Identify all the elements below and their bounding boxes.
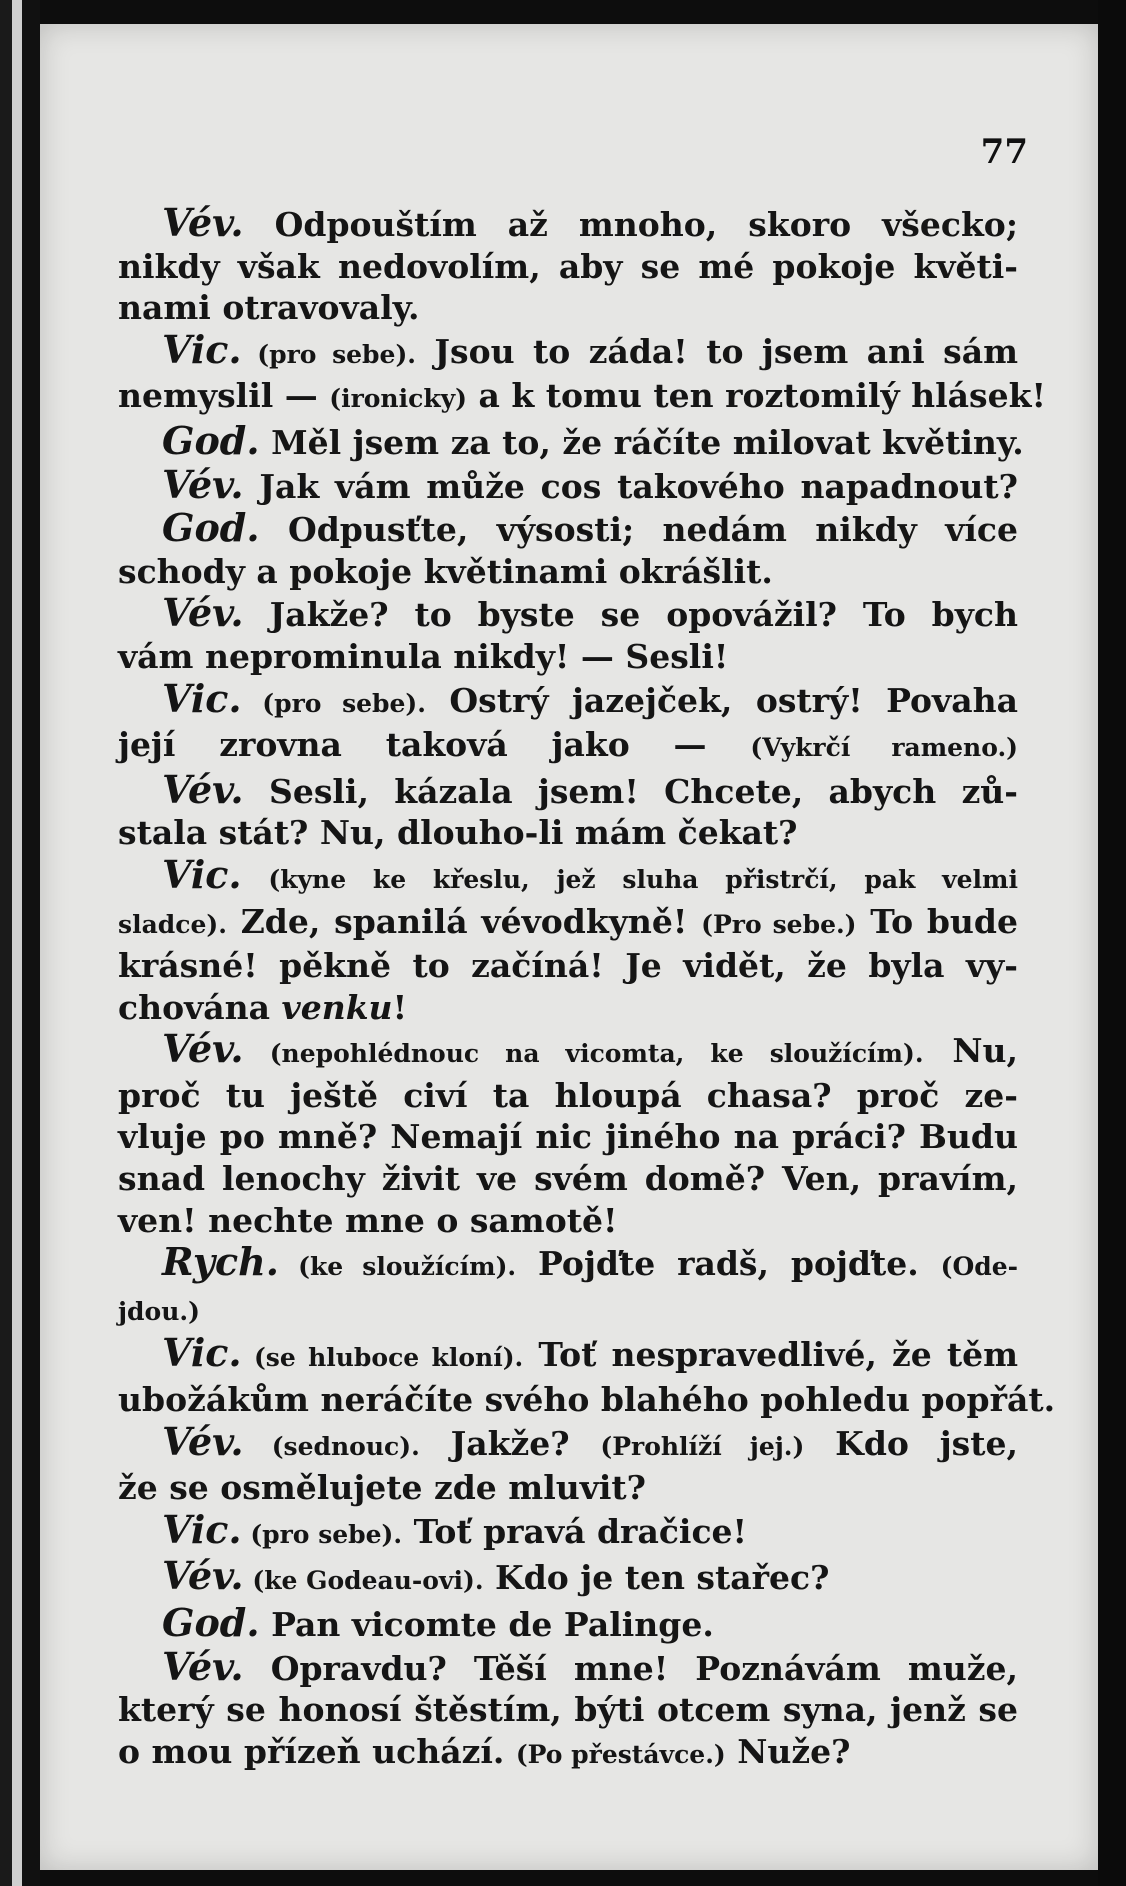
stage-direction: (nepohlédnouc na vicomta, ke sloužícím).: [243, 1039, 924, 1069]
speaker-name: Vév.: [162, 1026, 244, 1072]
text-line: [118, 246, 1018, 288]
dialogue-text: stala stát? Nu, dlouho-li mám čekat?: [118, 813, 798, 853]
speaker-name: God.: [162, 417, 260, 463]
text-line: [118, 1467, 1018, 1509]
text-line: [118, 1241, 1018, 1288]
dialogue-text: nemyslil —: [118, 376, 330, 416]
dialogue-text: chována: [118, 987, 282, 1027]
text-line: [118, 812, 1018, 854]
text-line: [118, 1731, 1018, 1776]
text-line: [118, 724, 1018, 769]
speaker-name: Vic.: [162, 326, 242, 372]
dialogue-text: krásné! pěkně to začíná! Je vidět, že byla vy-: [118, 946, 1018, 986]
text-line: [118, 851, 1018, 901]
dialogue-text: že se osmělujete zde mluvit?: [118, 1468, 647, 1508]
dialogue-text: Odpouštím až mnoho, skoro všecko;: [243, 205, 1018, 244]
stage-direction: (Pro sebe.): [701, 909, 857, 939]
text-line: [118, 1028, 1018, 1075]
dialogue-text: její zrovna taková jako —: [118, 725, 751, 765]
dialogue-text: Jak vám může cos takového napadnout?: [243, 466, 1018, 506]
dialogue-text: nikdy však nedovolím, aby se mé pokoje květi-: [118, 246, 1018, 286]
dialogue-text: Opravdu? Těší mne! Poznávám muže,: [243, 1648, 1018, 1688]
dialogue-text: Sesli, kázala jsem! Chcete, abych zů-: [243, 771, 1018, 811]
speaker-name: Vév.: [162, 1553, 244, 1599]
book-page: [40, 24, 1098, 1870]
book-gutter: [0, 0, 40, 1886]
dialogue-text: Nuže?: [725, 1731, 851, 1771]
text-line: [118, 987, 1018, 1029]
speaker-name: Vév.: [162, 1418, 244, 1464]
dialogue-text: proč tu ještě civí ta hloupá chasa? proč ze-: [118, 1075, 1018, 1115]
text-line: [118, 326, 1018, 376]
dialogue-text: Zde, spanilá vévodkyně!: [226, 901, 702, 941]
text-line: [118, 1602, 1018, 1646]
stage-direction: (Po přestávce.): [515, 1739, 726, 1769]
dialogue-text: Jsou to záda! to jsem ani sám: [415, 331, 1018, 371]
text-line: [118, 1288, 1018, 1333]
speaker-name: Vic.: [162, 1330, 242, 1376]
stage-direction: (pro sebe).: [241, 688, 426, 718]
text-line: [118, 202, 1018, 246]
stage-direction: jdou.): [118, 1296, 200, 1326]
text-line: [118, 1689, 1018, 1731]
speaker-name: Vév.: [162, 200, 244, 245]
speaker-name: Vév.: [162, 766, 244, 812]
dialogue-text: venku: [281, 987, 393, 1027]
dialogue-text: Odpusťte, výsosti; nedám nikdy více: [259, 510, 1018, 550]
text-line: [118, 1075, 1018, 1117]
text-line: [118, 1418, 1018, 1468]
speaker-name: Rych.: [162, 1239, 279, 1285]
speaker-name: Vic.: [162, 1506, 242, 1552]
text-line: [118, 287, 1018, 329]
dialogue-text: snad lenochy živit ve svém domě? Ven, pravím,: [118, 1159, 1018, 1199]
speaker-name: Vic.: [162, 675, 242, 721]
text-line: [118, 507, 1018, 551]
text-line: [118, 766, 1018, 813]
dialogue-text: Jakže? to byste se opovážil? To bych: [243, 595, 1018, 635]
text-line: [118, 1506, 1018, 1556]
stage-direction: (ironicky): [329, 384, 467, 414]
stage-direction: (pro sebe).: [241, 1519, 403, 1549]
text-line: [118, 375, 1046, 420]
dialogue-text: !: [392, 987, 408, 1027]
text-line: [118, 1555, 1018, 1602]
dialogue-text: vám neprominula nikdy! — Sesli!: [118, 636, 729, 676]
text-line: [118, 945, 1018, 987]
dialogue-text: Ostrý jazejček, ostrý! Povaha: [425, 680, 1018, 720]
dialogue-text: Kdo jste,: [804, 1423, 1018, 1463]
speaker-name: Vév.: [162, 461, 244, 507]
text-line: [118, 461, 1018, 508]
dialogue-text: schody a pokoje květinami okrášlit.: [118, 551, 773, 591]
stage-direction: sladce).: [118, 909, 227, 939]
text-line: [118, 636, 1018, 678]
speaker-name: Vic.: [162, 851, 242, 897]
stage-direction: (sednouc).: [243, 1431, 420, 1461]
stage-direction: (pro sebe).: [241, 339, 416, 369]
dialogue-text: Nu,: [923, 1031, 1019, 1071]
dialogue-text: který se honosí štěstím, býti otcem syna, jenž se: [118, 1690, 1018, 1730]
dialogue-text: ubožákům neráčíte svého blahého pohledu popřát.: [118, 1380, 1056, 1420]
dialogue-text: Pan vicomte de Palinge.: [259, 1605, 714, 1644]
text-line: [118, 592, 1018, 636]
dialogue-text: vluje po mně? Nemají nic jiného na práci? Budu: [118, 1117, 1018, 1157]
page-edge: [1098, 0, 1126, 1886]
dialogue-text: o mou přízeň uchází.: [118, 1731, 516, 1771]
speaker-name: God.: [162, 1600, 260, 1645]
text-line: [118, 1332, 1018, 1379]
text-line: [118, 901, 1018, 946]
dialogue-text: Toť pravá dračice!: [402, 1511, 748, 1551]
text-line: [118, 1158, 1018, 1200]
text-line: [118, 551, 1018, 593]
dialogue-text: Měl jsem za to, že ráčíte milovat květiny.: [259, 422, 1024, 462]
text-line: [118, 1116, 1018, 1158]
dialogue-text: nami otravovaly.: [118, 288, 420, 328]
speaker-name: Vév.: [162, 1643, 244, 1689]
dialogue-text: Pojďte radš, pojďte.: [516, 1244, 941, 1284]
text-line: [118, 1379, 1056, 1421]
dialogue-text: Jakže?: [419, 1423, 601, 1463]
text-line: [118, 1200, 1018, 1242]
speaker-name: Vév.: [162, 590, 244, 636]
text-line: [118, 675, 1018, 725]
dialogue-text: Kdo je ten stařec?: [483, 1558, 830, 1598]
stage-direction: (Prohlíží jej.): [600, 1431, 805, 1461]
page-text: [118, 200, 1056, 1775]
stage-direction: (Vykrčí rameno.): [750, 733, 1018, 763]
dialogue-text: Toť nespravedlivé, že těm: [523, 1335, 1018, 1375]
stage-direction: (ke sloužícím).: [279, 1252, 517, 1282]
stage-direction: (se hluboce kloní).: [241, 1343, 524, 1373]
page-number: 77: [980, 132, 1028, 172]
dialogue-text: ven! nechte mne o samotě!: [118, 1200, 618, 1240]
speaker-name: God.: [162, 505, 260, 551]
dialogue-text: To bude: [856, 901, 1018, 941]
stage-direction: (Ode-: [940, 1252, 1018, 1282]
text-line: [118, 1643, 1018, 1690]
text-line: [118, 417, 1024, 464]
dialogue-text: a k tomu ten roztomilý hlásek!: [467, 376, 1046, 416]
stage-direction: (kyne ke křeslu, jež sluha přistrčí, pak velmi: [241, 864, 1018, 894]
stage-direction: (ke Godeau-ovi).: [243, 1566, 484, 1596]
